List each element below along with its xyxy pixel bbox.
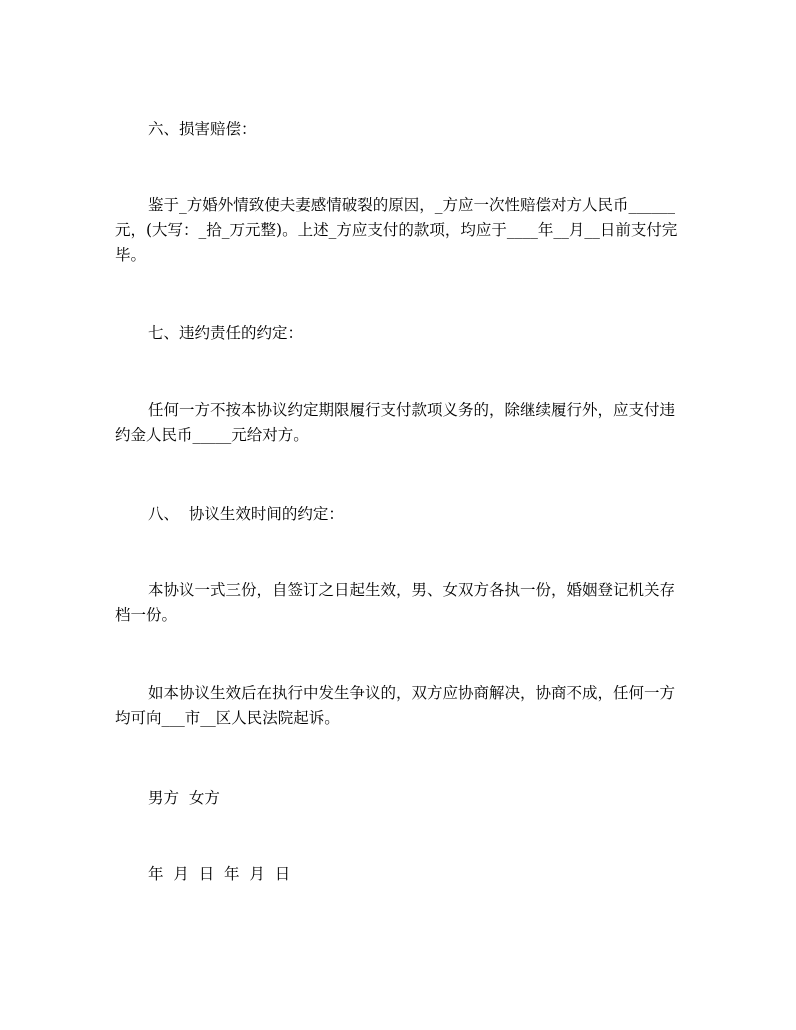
section-6-body: 鉴于_方婚外情致使夫妻感情破裂的原因，_方应一次性赔偿对方人民币______元，(大写：_拾_万元整)。上述_方应支付的款项，均应于____年__月__日前支付完毕。 [115, 196, 678, 264]
section-7-body: 任何一方不按本协议约定期限履行支付款项义务的，除继续履行外，应支付违约金人民币_____元给对方。 [115, 401, 676, 444]
section-6-heading: 六、损害赔偿： [148, 120, 257, 138]
section-8-body-1: 本协议一式三份，自签订之日起生效，男、女双方各执一份，婚姻登记机关存档一份。 [115, 581, 676, 624]
signature-dates: 年 月 日 年 月 日 [148, 865, 291, 883]
section-8-heading: 八、 协议生效时间的约定： [148, 505, 344, 523]
section-8-body-2: 如本协议生效后在执行中发生争议的，双方应协商解决，协商不成，任何一方均可向___市__区人民法院起诉。 [115, 684, 676, 727]
section-7-heading: 七、违约责任的约定： [148, 324, 304, 342]
signature-parties: 男方 女方 [148, 789, 220, 807]
